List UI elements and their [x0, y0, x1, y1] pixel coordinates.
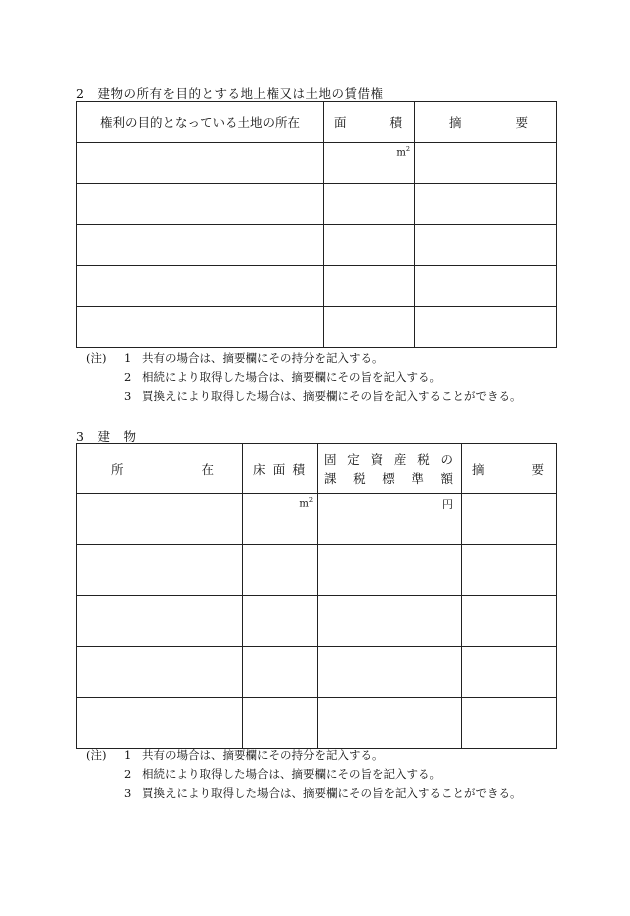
section2-notes — [86, 349, 522, 406]
remarks-cell[interactable] — [415, 143, 557, 184]
note-line — [86, 368, 522, 387]
section2-title: 2 建物の所有を目的とする地上権又は土地の賃借権 — [76, 86, 384, 101]
location-cell[interactable] — [77, 545, 243, 596]
header-location-char: 在 — [201, 461, 214, 477]
header-tax-char: 標 — [382, 470, 395, 486]
header-land-location: 権利の目的となっている土地の所在 — [77, 102, 324, 143]
note-number: 2 — [124, 370, 132, 384]
location-cell[interactable] — [77, 647, 243, 698]
remarks-cell[interactable] — [415, 266, 557, 307]
remarks-cell[interactable] — [415, 307, 557, 348]
note-text: 相続により取得した場合は、摘要欄にその旨を記入する。 — [142, 370, 441, 384]
land-location-cell[interactable] — [77, 225, 324, 266]
note-line — [86, 765, 522, 784]
area-cell[interactable] — [324, 225, 415, 266]
building-remarks-cell[interactable] — [462, 545, 557, 596]
remarks-cell[interactable] — [415, 184, 557, 225]
header-tax-char: 産 — [393, 451, 407, 467]
note-number: 2 — [124, 767, 132, 781]
header-tax-char: 額 — [440, 470, 453, 486]
building-remarks-cell[interactable] — [462, 647, 557, 698]
note-number: 1 — [124, 351, 132, 365]
area-cell[interactable] — [324, 184, 415, 225]
header-tax-char: 資 — [370, 451, 384, 467]
building-row — [77, 596, 557, 647]
floor-area-cell[interactable] — [243, 545, 318, 596]
header-area-char: 積 — [389, 115, 402, 130]
location-cell[interactable] — [77, 494, 243, 545]
note-number: 3 — [124, 786, 132, 800]
section3-notes — [86, 746, 522, 803]
header-remarks-char: 摘 — [472, 461, 485, 477]
header-building-remarks — [462, 444, 557, 494]
location-cell[interactable] — [77, 698, 243, 749]
building-row — [77, 494, 557, 545]
leasehold-row — [77, 143, 557, 184]
header-floor-area-char: 積 — [292, 461, 305, 477]
land-location-cell[interactable] — [77, 266, 324, 307]
building-header-row — [77, 444, 557, 494]
header-tax-char: 固 — [324, 451, 337, 467]
building-row — [77, 647, 557, 698]
area-cell[interactable] — [324, 307, 415, 348]
header-tax-char: 準 — [411, 470, 424, 486]
area-cell[interactable] — [324, 266, 415, 307]
note-prefix: (注) — [86, 748, 107, 762]
leasehold-row — [77, 266, 557, 307]
note-text: 共有の場合は、摘要欄にその持分を記入する。 — [142, 748, 384, 762]
header-remarks-char: 要 — [531, 461, 544, 477]
remarks-cell[interactable] — [415, 225, 557, 266]
header-tax-char: 税 — [353, 470, 366, 486]
building-remarks-cell[interactable] — [462, 494, 557, 545]
leasehold-row — [77, 184, 557, 225]
tax-value-cell[interactable] — [318, 698, 462, 749]
note-number: 3 — [124, 389, 132, 403]
header-area — [324, 102, 415, 143]
header-remarks-char: 摘 — [449, 115, 462, 130]
note-line — [86, 387, 522, 406]
header-location — [77, 444, 243, 494]
floor-area-cell[interactable] — [243, 647, 318, 698]
header-tax-value — [318, 444, 462, 494]
header-tax-char: 定 — [347, 451, 360, 467]
building-remarks-cell[interactable] — [462, 698, 557, 749]
building-remarks-cell[interactable] — [462, 596, 557, 647]
floor-area-cell[interactable] — [243, 494, 318, 545]
leasehold-table — [76, 101, 557, 348]
land-location-cell[interactable] — [77, 307, 324, 348]
building-row — [77, 545, 557, 596]
header-floor-area-char: 床 — [253, 461, 266, 477]
land-location-cell[interactable] — [77, 184, 324, 225]
location-cell[interactable] — [77, 596, 243, 647]
area-unit: $m^2$ — [396, 145, 410, 159]
leasehold-row — [77, 307, 557, 348]
floor-area-cell[interactable] — [243, 596, 318, 647]
note-prefix: (注) — [86, 351, 107, 365]
note-text: 買換えにより取得した場合は、摘要欄にその旨を記入することができる。 — [142, 389, 522, 403]
note-text: 相続により取得した場合は、摘要欄にその旨を記入する。 — [142, 767, 441, 781]
note-line — [86, 784, 522, 803]
floor-area-cell[interactable] — [243, 698, 318, 749]
building-row — [77, 698, 557, 749]
tax-value-cell[interactable] — [318, 596, 462, 647]
land-location-cell[interactable] — [77, 143, 324, 184]
yen-unit: 円 — [442, 498, 453, 511]
note-text: 共有の場合は、摘要欄にその持分を記入する。 — [142, 351, 384, 365]
area-cell[interactable] — [324, 143, 415, 184]
header-floor-area-char: 面 — [272, 461, 286, 477]
header-tax-char: 課 — [324, 470, 337, 486]
tax-value-cell[interactable] — [318, 647, 462, 698]
header-location-char: 所 — [111, 461, 124, 477]
floor-area-unit: $m^2$ — [299, 496, 313, 510]
leasehold-row — [77, 225, 557, 266]
note-text: 買換えにより取得した場合は、摘要欄にその旨を記入することができる。 — [142, 786, 522, 800]
note-line — [86, 349, 522, 368]
header-tax-char: の — [440, 451, 453, 467]
note-number: 1 — [124, 748, 132, 762]
note-line — [86, 746, 522, 765]
building-table — [76, 443, 557, 749]
header-area-char: 面 — [334, 115, 347, 130]
header-floor-area — [243, 444, 318, 494]
leasehold-header-row — [77, 102, 557, 143]
header-remarks — [415, 102, 557, 143]
section3-title: 3 建 物 — [76, 429, 137, 444]
tax-value-cell[interactable] — [318, 494, 462, 545]
header-remarks-char: 要 — [515, 115, 528, 130]
header-tax-char: 税 — [417, 451, 430, 467]
tax-value-cell[interactable] — [318, 545, 462, 596]
